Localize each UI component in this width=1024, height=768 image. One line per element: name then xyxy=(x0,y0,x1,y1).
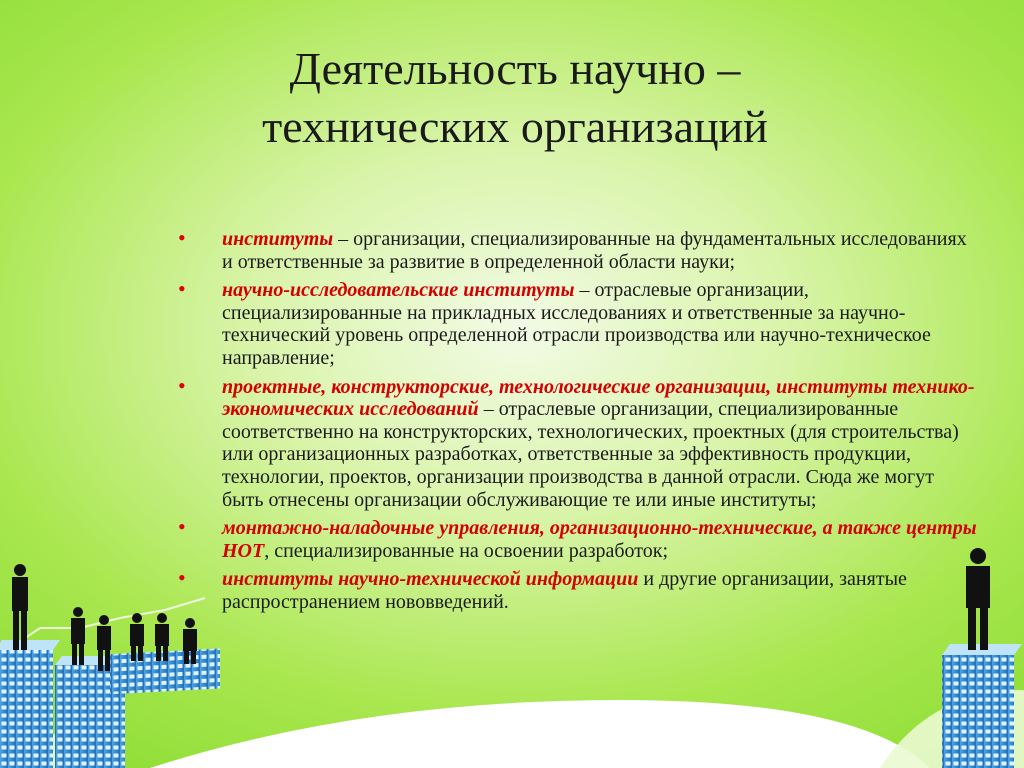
item-term: институты xyxy=(222,228,334,250)
item-text: – отраслевые организации, специализированные соответственно на конструкторских, технологических, проектных (для строительства) или организационных разработках, ответственные за эффективность продукции, технологии, проектов, организации производства в данной отрасли. Сюда же могут быть отнесены организации обслуживающие те или иные институты; xyxy=(222,398,959,511)
item-text: – организации, специализированные на фундаментальных исследованиях и ответственные за развитие в определенной области науки; xyxy=(222,228,967,273)
title-line-1: Деятельность научно – xyxy=(289,43,741,94)
bullet-icon: • xyxy=(178,372,186,398)
right-building-group xyxy=(942,644,1022,768)
list-item xyxy=(178,565,978,613)
title-line-2: технических организаций xyxy=(262,101,768,152)
left-buildings-group xyxy=(0,640,220,768)
bullet-icon: • xyxy=(178,225,186,250)
bullet-icon: • xyxy=(178,565,186,591)
people-silhouettes-left xyxy=(12,564,197,671)
bullet-icon: • xyxy=(178,276,186,302)
item-term: проектные, конструкторские, технологические организации, институты технико-экономических исследований xyxy=(222,375,975,421)
item-text: , специализированные на освоении разработок; xyxy=(264,539,669,562)
list-item xyxy=(178,225,978,273)
list-item xyxy=(178,276,978,369)
item-term: монтажно-наладочные управления, организационно-технические, а также центры НОТ xyxy=(222,517,977,562)
item-text: – отраслевые организации, специализированные на прикладных исследованиях и ответственные за научно-технический уровень определенной отрасли производства или научно-техническое направление; xyxy=(222,279,931,369)
slide-title xyxy=(120,40,910,156)
item-term: институты научно-технической информации xyxy=(222,568,639,591)
list-item xyxy=(178,514,978,562)
item-text: и другие организации, занятые распространением нововведений. xyxy=(222,568,907,613)
item-term: научно-исследовательские институты xyxy=(222,279,575,302)
bullet-list xyxy=(178,225,978,620)
bullet-icon: • xyxy=(178,514,186,540)
list-item xyxy=(178,372,978,512)
